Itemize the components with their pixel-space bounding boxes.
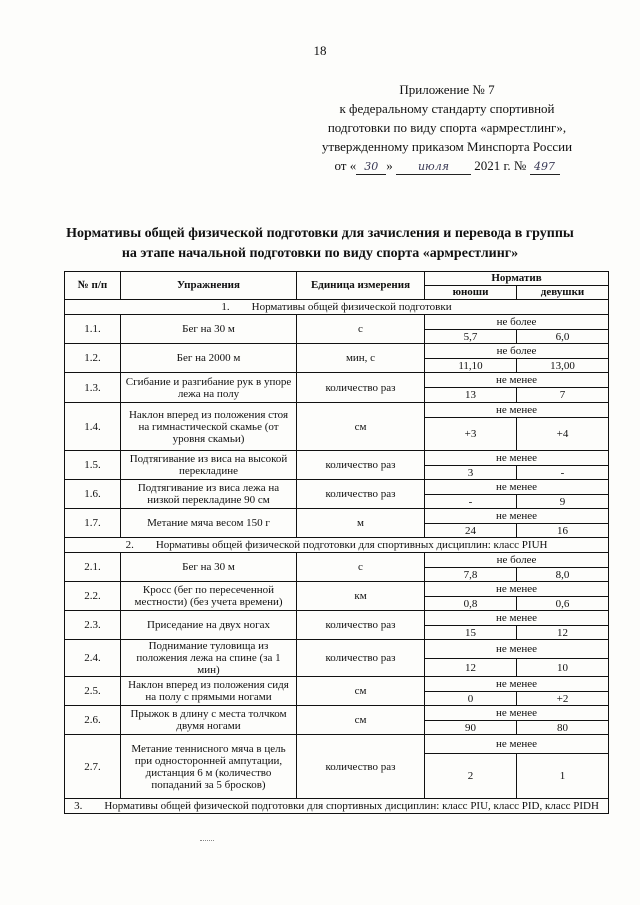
- row-unit: см: [297, 403, 425, 451]
- row-exercise: Прыжок в длину с места толчком двумя ногами: [121, 706, 297, 735]
- row-number: 1.1.: [65, 315, 121, 344]
- row-condition: не менее: [425, 677, 609, 692]
- header-norm: Норматив: [425, 272, 609, 286]
- section-title: [65, 300, 609, 315]
- row-unit: с: [297, 553, 425, 582]
- table-row: [65, 373, 609, 388]
- value-boys: 2: [425, 754, 517, 799]
- header-unit: Единица измерения: [297, 272, 425, 300]
- row-condition: не менее: [425, 373, 609, 388]
- section-text: Нормативы общей физической подготовки для спортивных дисциплин: класс PIU, класс PID, класс PIDH: [104, 799, 599, 812]
- row-number: 1.5.: [65, 451, 121, 480]
- header-num: № п/п: [65, 272, 121, 300]
- appendix-title: Приложение № 7: [399, 82, 495, 97]
- table-row: [65, 706, 609, 721]
- appendix-line: подготовки по виду спорта «армрестлинг»,: [327, 120, 567, 135]
- table-row: [65, 403, 609, 418]
- row-exercise: Кросс (бег по пересеченной местности) (без учета времени): [121, 582, 297, 611]
- table-row: [65, 582, 609, 597]
- row-condition: не менее: [425, 403, 609, 418]
- row-exercise: Приседание на двух ногах: [121, 611, 297, 640]
- row-exercise: Метание теннисного мяча в цель при односторонней ампутации, дистанция 6 м (количество попаданий за 5 бросков): [121, 735, 297, 799]
- value-boys: 11,10: [425, 359, 517, 373]
- order-date-line: [287, 156, 607, 175]
- section-row: [65, 538, 609, 553]
- value-girls: 80: [517, 721, 609, 735]
- value-boys: 0,8: [425, 597, 517, 611]
- row-unit: км: [297, 582, 425, 611]
- row-unit: мин, с: [297, 344, 425, 373]
- row-number: 2.7.: [65, 735, 121, 799]
- title-line-1: Нормативы общей физической подготовки для зачисления и перевода в группы: [66, 226, 574, 241]
- section-number: 3.: [74, 799, 83, 812]
- norms-table: [64, 271, 609, 814]
- appendix-line: утвержденному приказом Минспорта России: [321, 139, 573, 154]
- row-exercise: Бег на 30 м: [121, 315, 297, 344]
- row-condition: не более: [425, 344, 609, 359]
- row-unit: с: [297, 315, 425, 344]
- value-girls: 6,0: [517, 330, 609, 344]
- table-row: [65, 735, 609, 754]
- value-girls: -: [517, 466, 609, 480]
- row-number: 1.2.: [65, 344, 121, 373]
- row-unit: см: [297, 706, 425, 735]
- value-boys: 5,7: [425, 330, 517, 344]
- date-year: 2021 г. №: [474, 158, 527, 173]
- header-girls: девушки: [517, 286, 609, 300]
- row-number: 2.4.: [65, 640, 121, 677]
- table-row: [65, 451, 609, 466]
- appendix-block: [287, 80, 607, 175]
- row-number: 1.7.: [65, 509, 121, 538]
- row-condition: не более: [425, 553, 609, 568]
- value-boys: 3: [425, 466, 517, 480]
- section-title: [65, 538, 609, 553]
- value-boys: 0: [425, 692, 517, 706]
- row-unit: количество раз: [297, 735, 425, 799]
- row-number: 2.2.: [65, 582, 121, 611]
- row-exercise: Бег на 2000 м: [121, 344, 297, 373]
- value-girls: 0,6: [517, 597, 609, 611]
- row-number: 2.1.: [65, 553, 121, 582]
- value-boys: -: [425, 495, 517, 509]
- row-number: 1.6.: [65, 480, 121, 509]
- value-girls: 12: [517, 626, 609, 640]
- section-number: 2.: [125, 538, 134, 551]
- row-condition: не менее: [425, 582, 609, 597]
- row-exercise: Наклон вперед из положения стоя на гимнастической скамье (от уровня скамьи): [121, 403, 297, 451]
- row-condition: не более: [425, 315, 609, 330]
- value-girls: 8,0: [517, 568, 609, 582]
- row-unit: количество раз: [297, 451, 425, 480]
- row-number: 2.5.: [65, 677, 121, 706]
- document-title: [40, 224, 600, 264]
- row-condition: не менее: [425, 509, 609, 524]
- value-girls: 16: [517, 524, 609, 538]
- date-prefix: от «: [334, 158, 357, 173]
- row-unit: количество раз: [297, 480, 425, 509]
- value-boys: 24: [425, 524, 517, 538]
- appendix-line: к федеральному стандарту спортивной: [339, 101, 555, 116]
- value-girls: +2: [517, 692, 609, 706]
- value-girls: +4: [517, 418, 609, 451]
- table-row: [65, 553, 609, 568]
- section-title: [65, 799, 609, 814]
- value-boys: 13: [425, 388, 517, 403]
- pen-mark: [200, 840, 214, 843]
- handwritten-day: 30: [356, 160, 386, 175]
- row-exercise: Поднимание туловища из положения лежа на спине (за 1 мин): [121, 640, 297, 677]
- row-condition: не менее: [425, 640, 609, 659]
- value-boys: 7,8: [425, 568, 517, 582]
- value-girls: 10: [517, 659, 609, 677]
- row-number: 1.3.: [65, 373, 121, 403]
- value-girls: 1: [517, 754, 609, 799]
- row-unit: количество раз: [297, 640, 425, 677]
- page-number: 18: [313, 43, 327, 58]
- value-boys: +3: [425, 418, 517, 451]
- value-boys: 15: [425, 626, 517, 640]
- row-condition: не менее: [425, 451, 609, 466]
- row-exercise: Сгибание и разгибание рук в упоре лежа на полу: [121, 373, 297, 403]
- row-exercise: Метание мяча весом 150 г: [121, 509, 297, 538]
- handwritten-month: июля: [396, 160, 471, 175]
- value-girls: 7: [517, 388, 609, 403]
- row-unit: количество раз: [297, 611, 425, 640]
- row-exercise: Наклон вперед из положения сидя на полу с прямыми ногами: [121, 677, 297, 706]
- value-boys: 90: [425, 721, 517, 735]
- row-condition: не менее: [425, 480, 609, 495]
- row-condition: не менее: [425, 735, 609, 754]
- row-unit: м: [297, 509, 425, 538]
- row-number: 1.4.: [65, 403, 121, 451]
- table-row: [65, 611, 609, 626]
- row-unit: количество раз: [297, 373, 425, 403]
- title-line-2: на этапе начальной подготовки по виду спорта «армрестлинг»: [121, 246, 519, 261]
- row-unit: см: [297, 677, 425, 706]
- value-boys: 12: [425, 659, 517, 677]
- table-header-row: [65, 272, 609, 286]
- header-boys: юноши: [425, 286, 517, 300]
- table-row: [65, 315, 609, 330]
- table-row: [65, 509, 609, 524]
- handwritten-order-number: 497: [530, 160, 560, 175]
- row-condition: не менее: [425, 706, 609, 721]
- table-row: [65, 677, 609, 692]
- section-row: [65, 300, 609, 315]
- date-mid: »: [386, 158, 393, 173]
- section-text: Нормативы общей физической подготовки для спортивных дисциплин: класс PIUH: [155, 538, 548, 551]
- table-row: [65, 480, 609, 495]
- section-text: Нормативы общей физической подготовки: [251, 300, 452, 313]
- value-girls: 9: [517, 495, 609, 509]
- row-condition: не менее: [425, 611, 609, 626]
- row-exercise: Подтягивание из виса лежа на низкой перекладине 90 см: [121, 480, 297, 509]
- table-row: [65, 640, 609, 659]
- row-exercise: Бег на 30 м: [121, 553, 297, 582]
- header-exercise: Упражнения: [121, 272, 297, 300]
- table-row: [65, 344, 609, 359]
- section-number: 1.: [221, 300, 230, 313]
- row-number: 2.3.: [65, 611, 121, 640]
- row-exercise: Подтягивание из виса на высокой перекладине: [121, 451, 297, 480]
- row-number: 2.6.: [65, 706, 121, 735]
- section-row: [65, 799, 609, 814]
- value-girls: 13,00: [517, 359, 609, 373]
